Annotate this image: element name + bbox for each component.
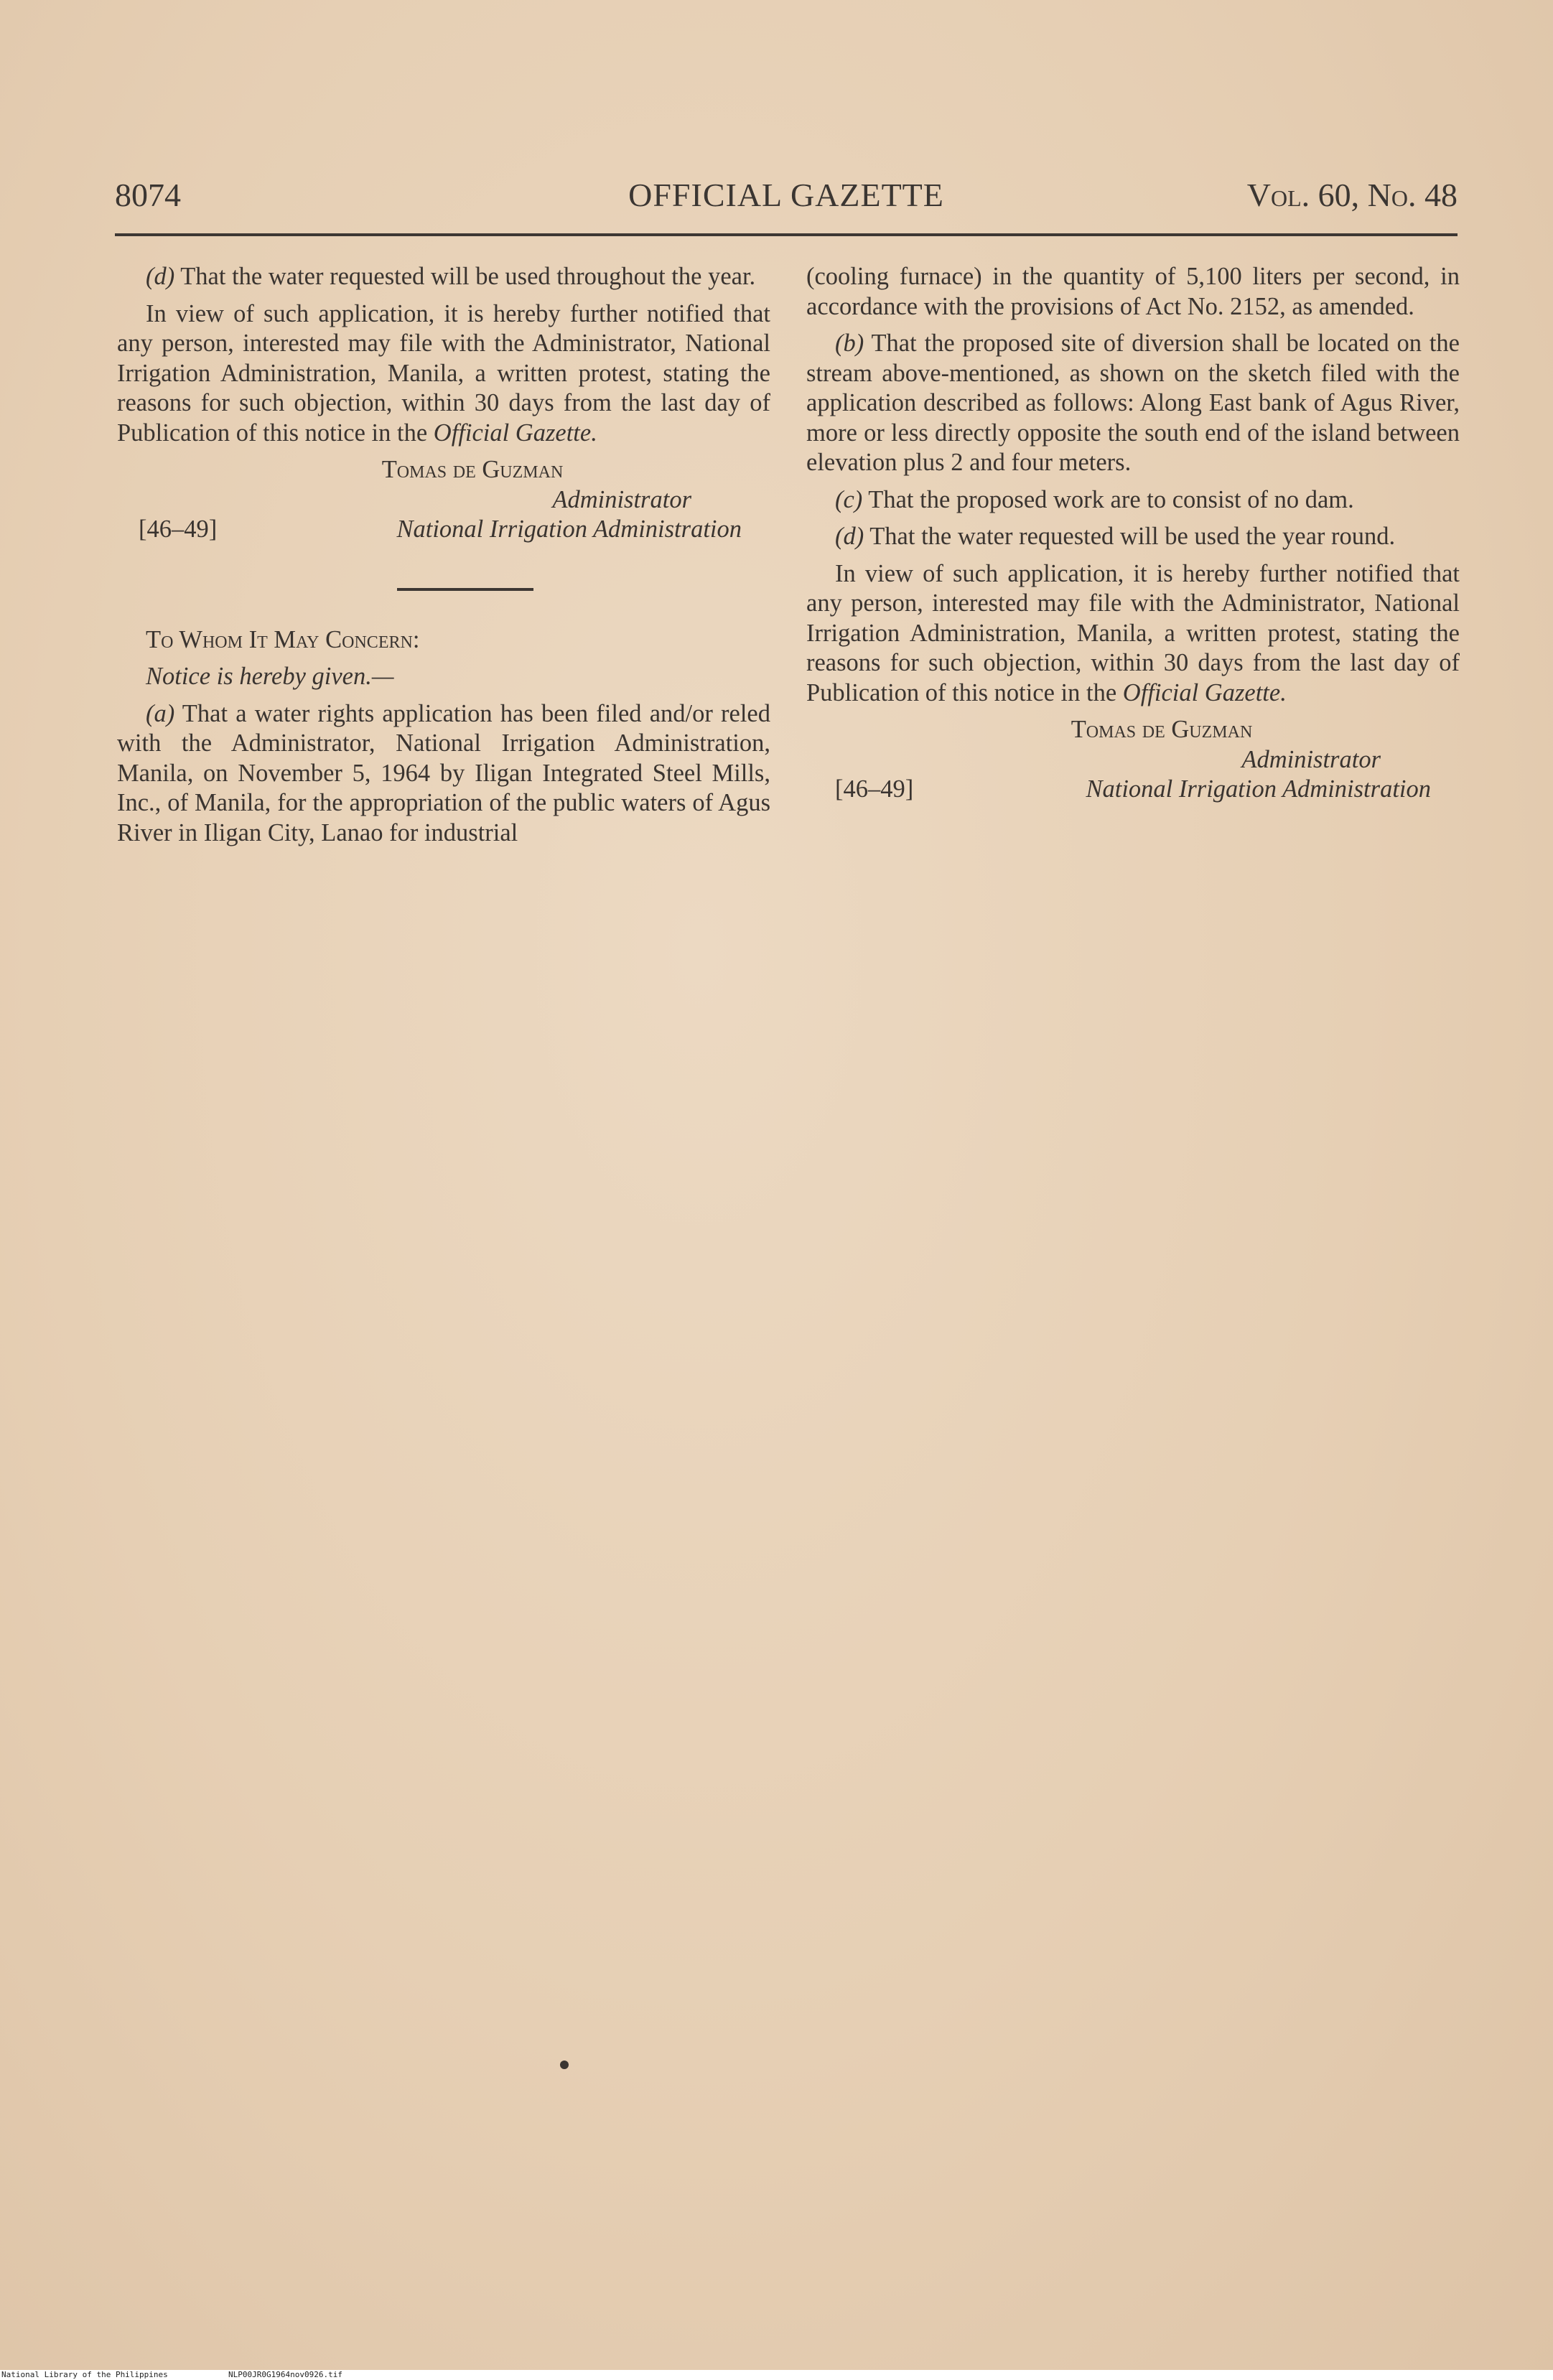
paragraph-text: That a water rights application has been filed and/or reled with the Administrator, National Irrigation Administration, Manila, on November 5, 1964 by Iligan Integrated Steel Mills, Inc., of Manila, for the appropriation of the public waters of Agus River in Iligan City, Lanao for industrial — [117, 699, 770, 846]
publication-title: OFFICIAL GAZETTE — [628, 177, 944, 213]
signatory-role: Administrator — [1241, 745, 1381, 773]
paragraph-continuation: (cooling furnace) in the quantity of 5,100 liters per second, in accordance with the provisions of Act No. 2152, as amended. — [806, 263, 1460, 320]
paragraph-text: In view of such application, it is hereby further notified that any person, interested may file with the Administrator, National Irrigation Administration, Manila, a written protest, stating the reasons for such objection, within 30 days from the last day of Publication of this notice in the — [806, 559, 1460, 706]
paragraph-c — [806, 485, 1460, 515]
salutation: To Whom It May Concern: — [146, 625, 420, 653]
paragraph-label: (c) — [835, 485, 863, 513]
scan-filename: NLP00JR0G1964nov0926.tif — [228, 2370, 342, 2379]
paragraph-text: That the water requested will be used throughout the year. — [174, 263, 756, 290]
right-column — [806, 262, 1460, 805]
scan-footer — [0, 2370, 1553, 2380]
paragraph-text: In view of such application, it is hereby further notified that any person, interested may file with the Administrator, National Irrigation Administration, Manila, a written protest, stating the reasons for such objection, within 30 days from the last day of Publication of this notice in the — [117, 299, 770, 447]
signatory-name: Tomas de Guzman — [1071, 716, 1253, 743]
paragraph-protest — [117, 299, 770, 449]
signature-line — [117, 515, 770, 545]
paragraph-protest — [806, 559, 1460, 709]
paragraph-b — [806, 329, 1460, 478]
signature-block — [806, 715, 1460, 805]
signature-block — [117, 455, 770, 545]
notice-heading: Notice is hereby given.— — [146, 663, 394, 690]
signatory-name: Tomas de Guzman — [381, 456, 564, 483]
header-rule — [115, 233, 1458, 236]
ink-speck — [560, 2061, 569, 2069]
signature-line — [806, 775, 1460, 805]
gazette-reference: Official Gazette. — [1122, 678, 1287, 706]
agency-name: National Irrigation Administration — [1086, 775, 1431, 803]
paragraph-label: (d) — [835, 523, 864, 550]
issue-range: [46–49] — [139, 515, 218, 543]
paragraph-a — [117, 699, 770, 849]
paragraph-text: That the proposed site of diversion shall be located on the stream above-mentioned, as shown on the sketch filed with the application described as follows: Along East bank of Agus River, more or less directly opposite the south end of the island between elevation plus 2 and four meters. — [806, 330, 1460, 476]
section-divider — [397, 588, 533, 591]
paragraph-text: That the proposed work are to consist of no dam. — [862, 485, 1354, 513]
gazette-reference: Official Gazette. — [433, 419, 597, 447]
paragraph-label: (d) — [146, 263, 175, 290]
paragraph-d — [806, 522, 1460, 552]
paragraph-d — [117, 262, 770, 292]
agency-name: National Irrigation Administration — [396, 515, 742, 543]
signatory-role: Administrator — [552, 485, 691, 513]
left-column — [117, 262, 770, 855]
library-credit: National Library of the Philippines — [1, 2370, 168, 2379]
volume-number: Vol. 60, No. 48 — [1246, 177, 1458, 213]
page-number: 8074 — [115, 177, 181, 213]
paragraph-label: (a) — [146, 699, 175, 727]
issue-range: [46–49] — [835, 775, 914, 803]
page-header — [115, 176, 1458, 226]
paragraph-text: That the water requested will be used the year round. — [864, 523, 1396, 550]
paragraph-label: (b) — [835, 330, 864, 357]
